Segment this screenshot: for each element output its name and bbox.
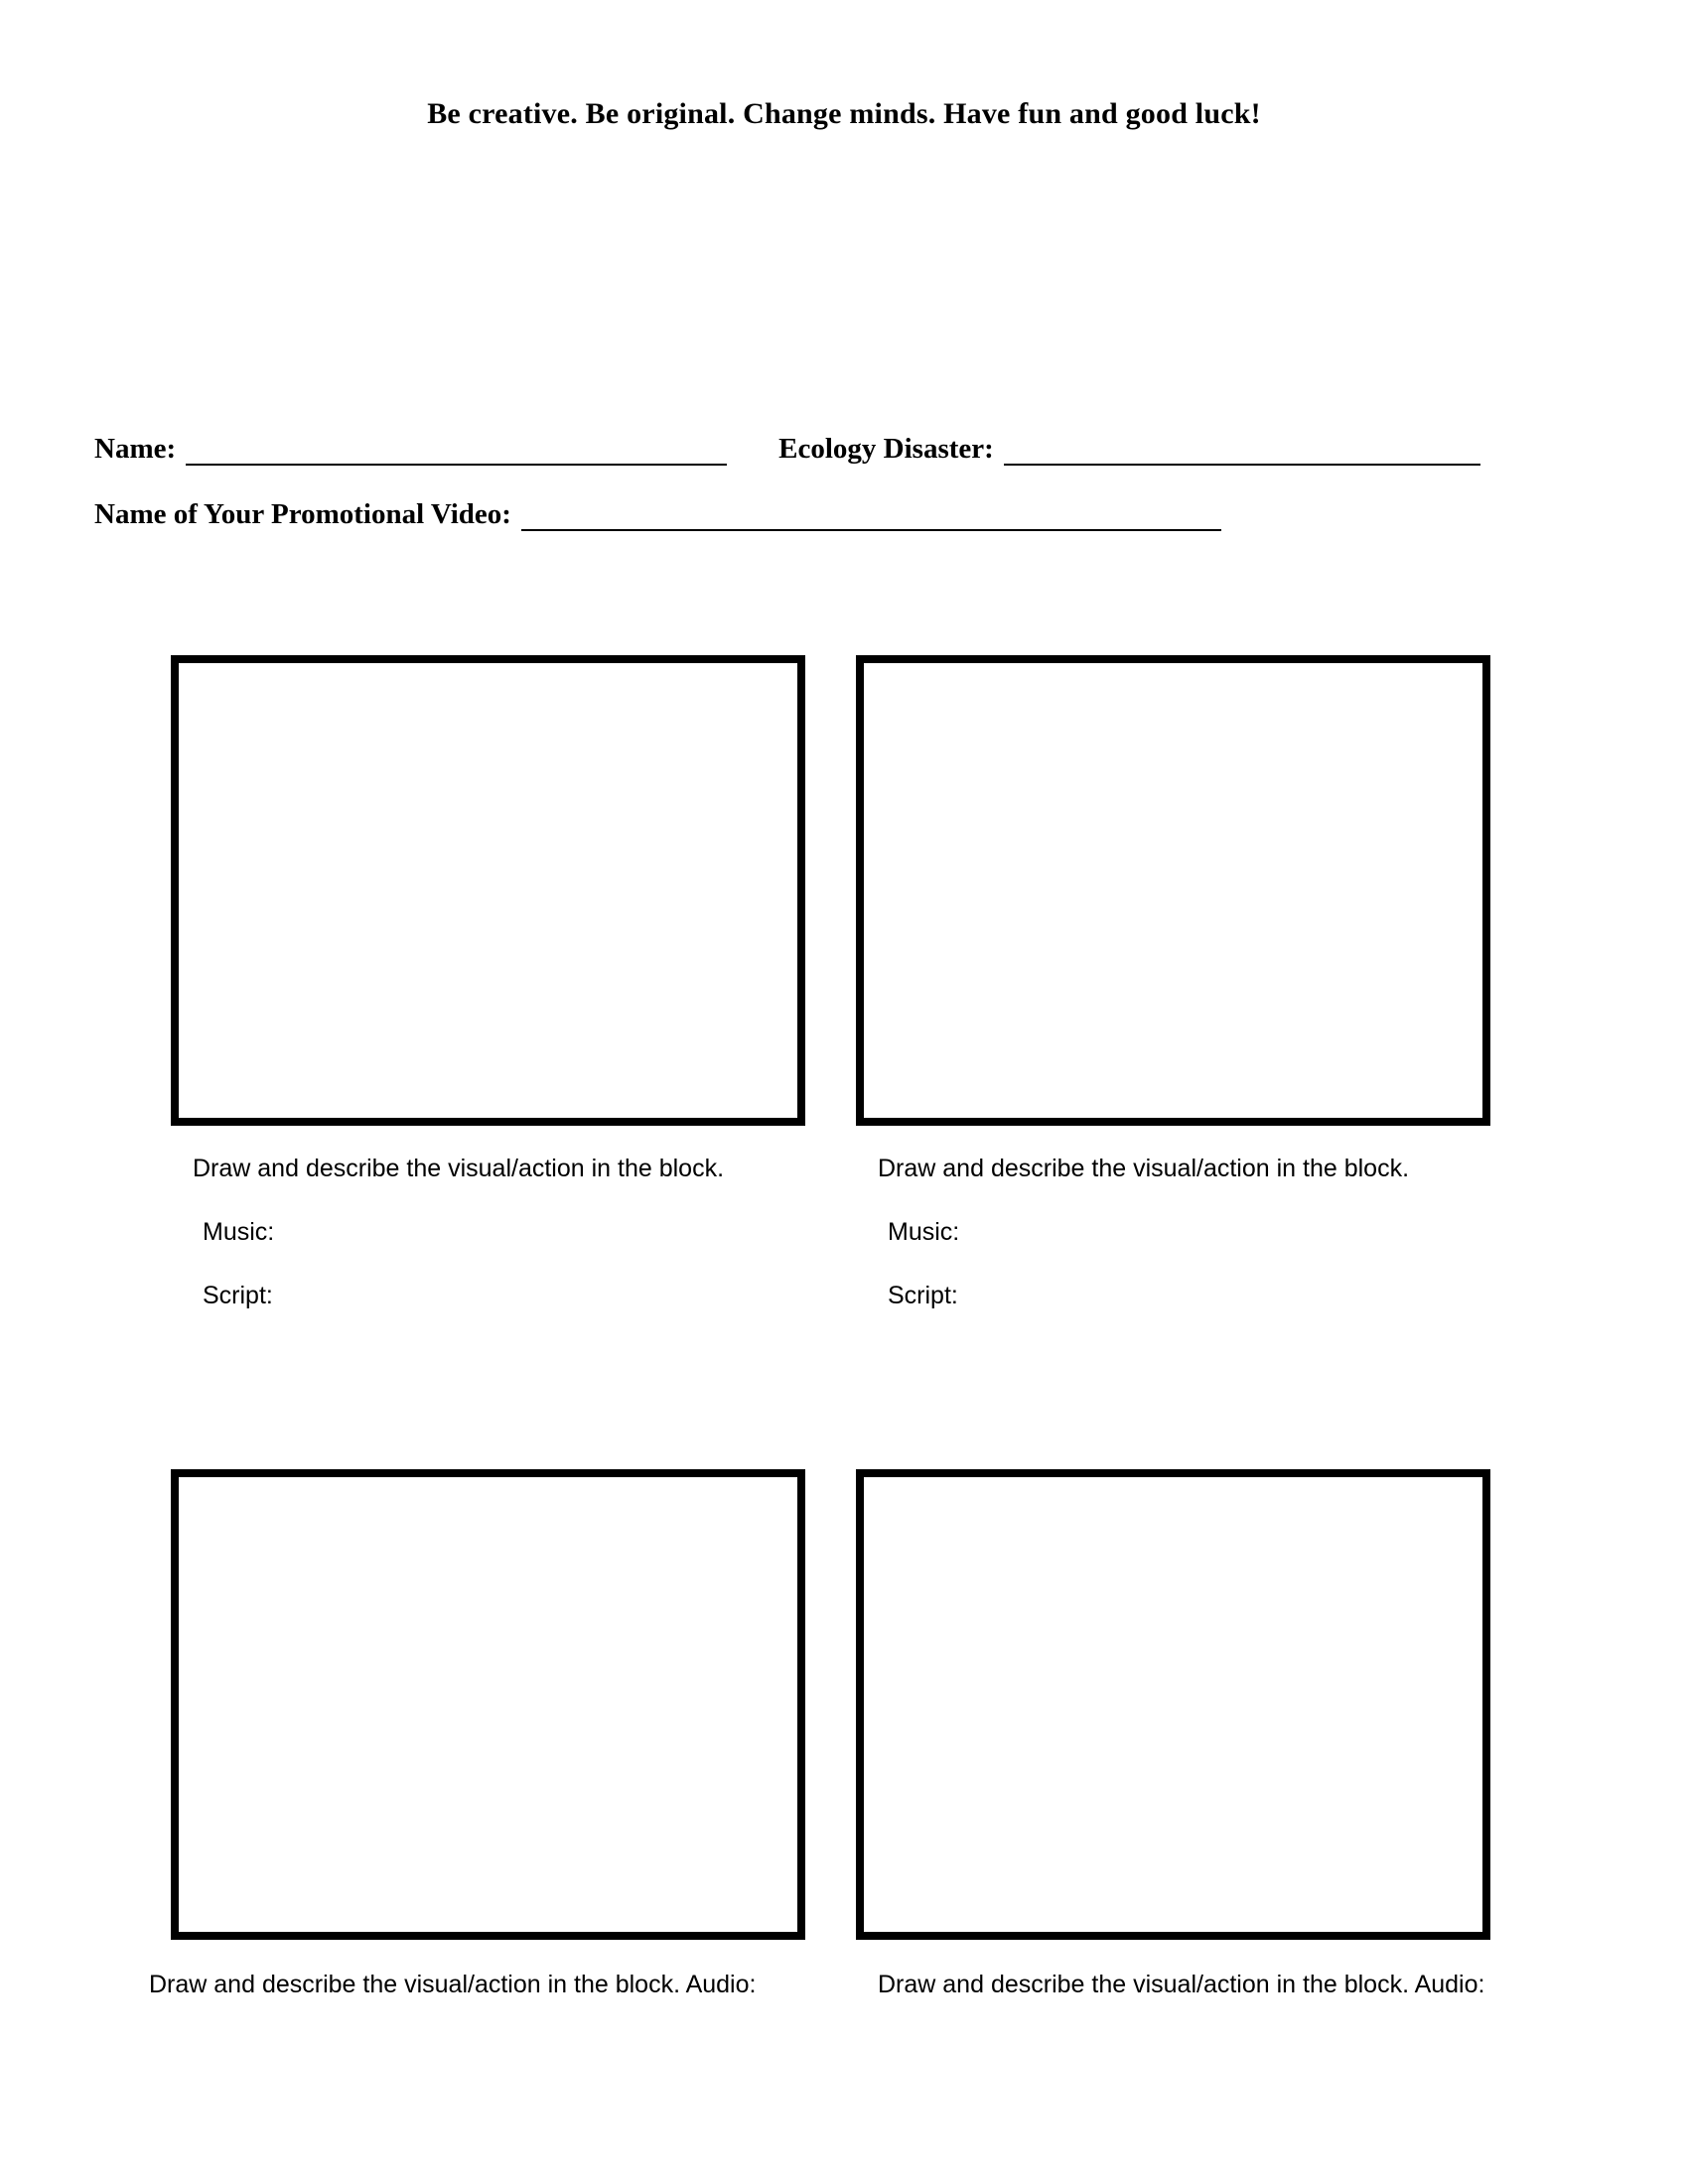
drawing-frame[interactable] <box>856 1469 1490 1940</box>
storyboard-panel-2 <box>856 655 1496 1310</box>
visual-instruction-label: Draw and describe the visual/action in the block. <box>193 1155 725 1182</box>
visual-instruction-audio-label[interactable]: Draw and describe the visual/action in the block. Audio: <box>878 1971 1485 1998</box>
storyboard-panel-4 <box>856 1469 1496 1999</box>
video-name-input[interactable] <box>521 507 1221 531</box>
drawing-frame[interactable] <box>856 655 1490 1126</box>
storyboard-row-bottom <box>0 1469 1688 2105</box>
drawing-frame[interactable] <box>171 655 805 1126</box>
ecology-disaster-input[interactable] <box>1004 442 1480 466</box>
drawing-frame[interactable] <box>171 1469 805 1940</box>
name-input[interactable] <box>186 442 727 466</box>
identification-block <box>94 432 1604 563</box>
name-label: Name: <box>94 433 177 465</box>
storyboard-row-top <box>0 655 1688 1469</box>
script-label[interactable]: Script: <box>888 1282 958 1309</box>
video-name-label: Name of Your Promotional Video: <box>94 498 511 530</box>
storyboard-panel-3 <box>149 1469 811 1999</box>
music-label[interactable]: Music: <box>888 1218 960 1246</box>
storyboard-grid <box>0 655 1688 2105</box>
ecology-disaster-label: Ecology Disaster: <box>778 433 994 465</box>
script-label[interactable]: Script: <box>203 1282 273 1309</box>
panel-captions <box>171 1154 811 1310</box>
music-label[interactable]: Music: <box>203 1218 275 1246</box>
name-and-disaster-row <box>94 432 1604 466</box>
video-name-row <box>94 497 1604 531</box>
visual-instruction-audio-label[interactable]: Draw and describe the visual/action in the block. Audio: <box>149 1971 757 1998</box>
panel-captions <box>856 1154 1496 1310</box>
page-tagline: Be creative. Be original. Change minds. Have fun and good luck! <box>427 97 1261 130</box>
storyboard-panel-1 <box>171 655 811 1310</box>
visual-instruction-label: Draw and describe the visual/action in the block. <box>878 1155 1410 1182</box>
